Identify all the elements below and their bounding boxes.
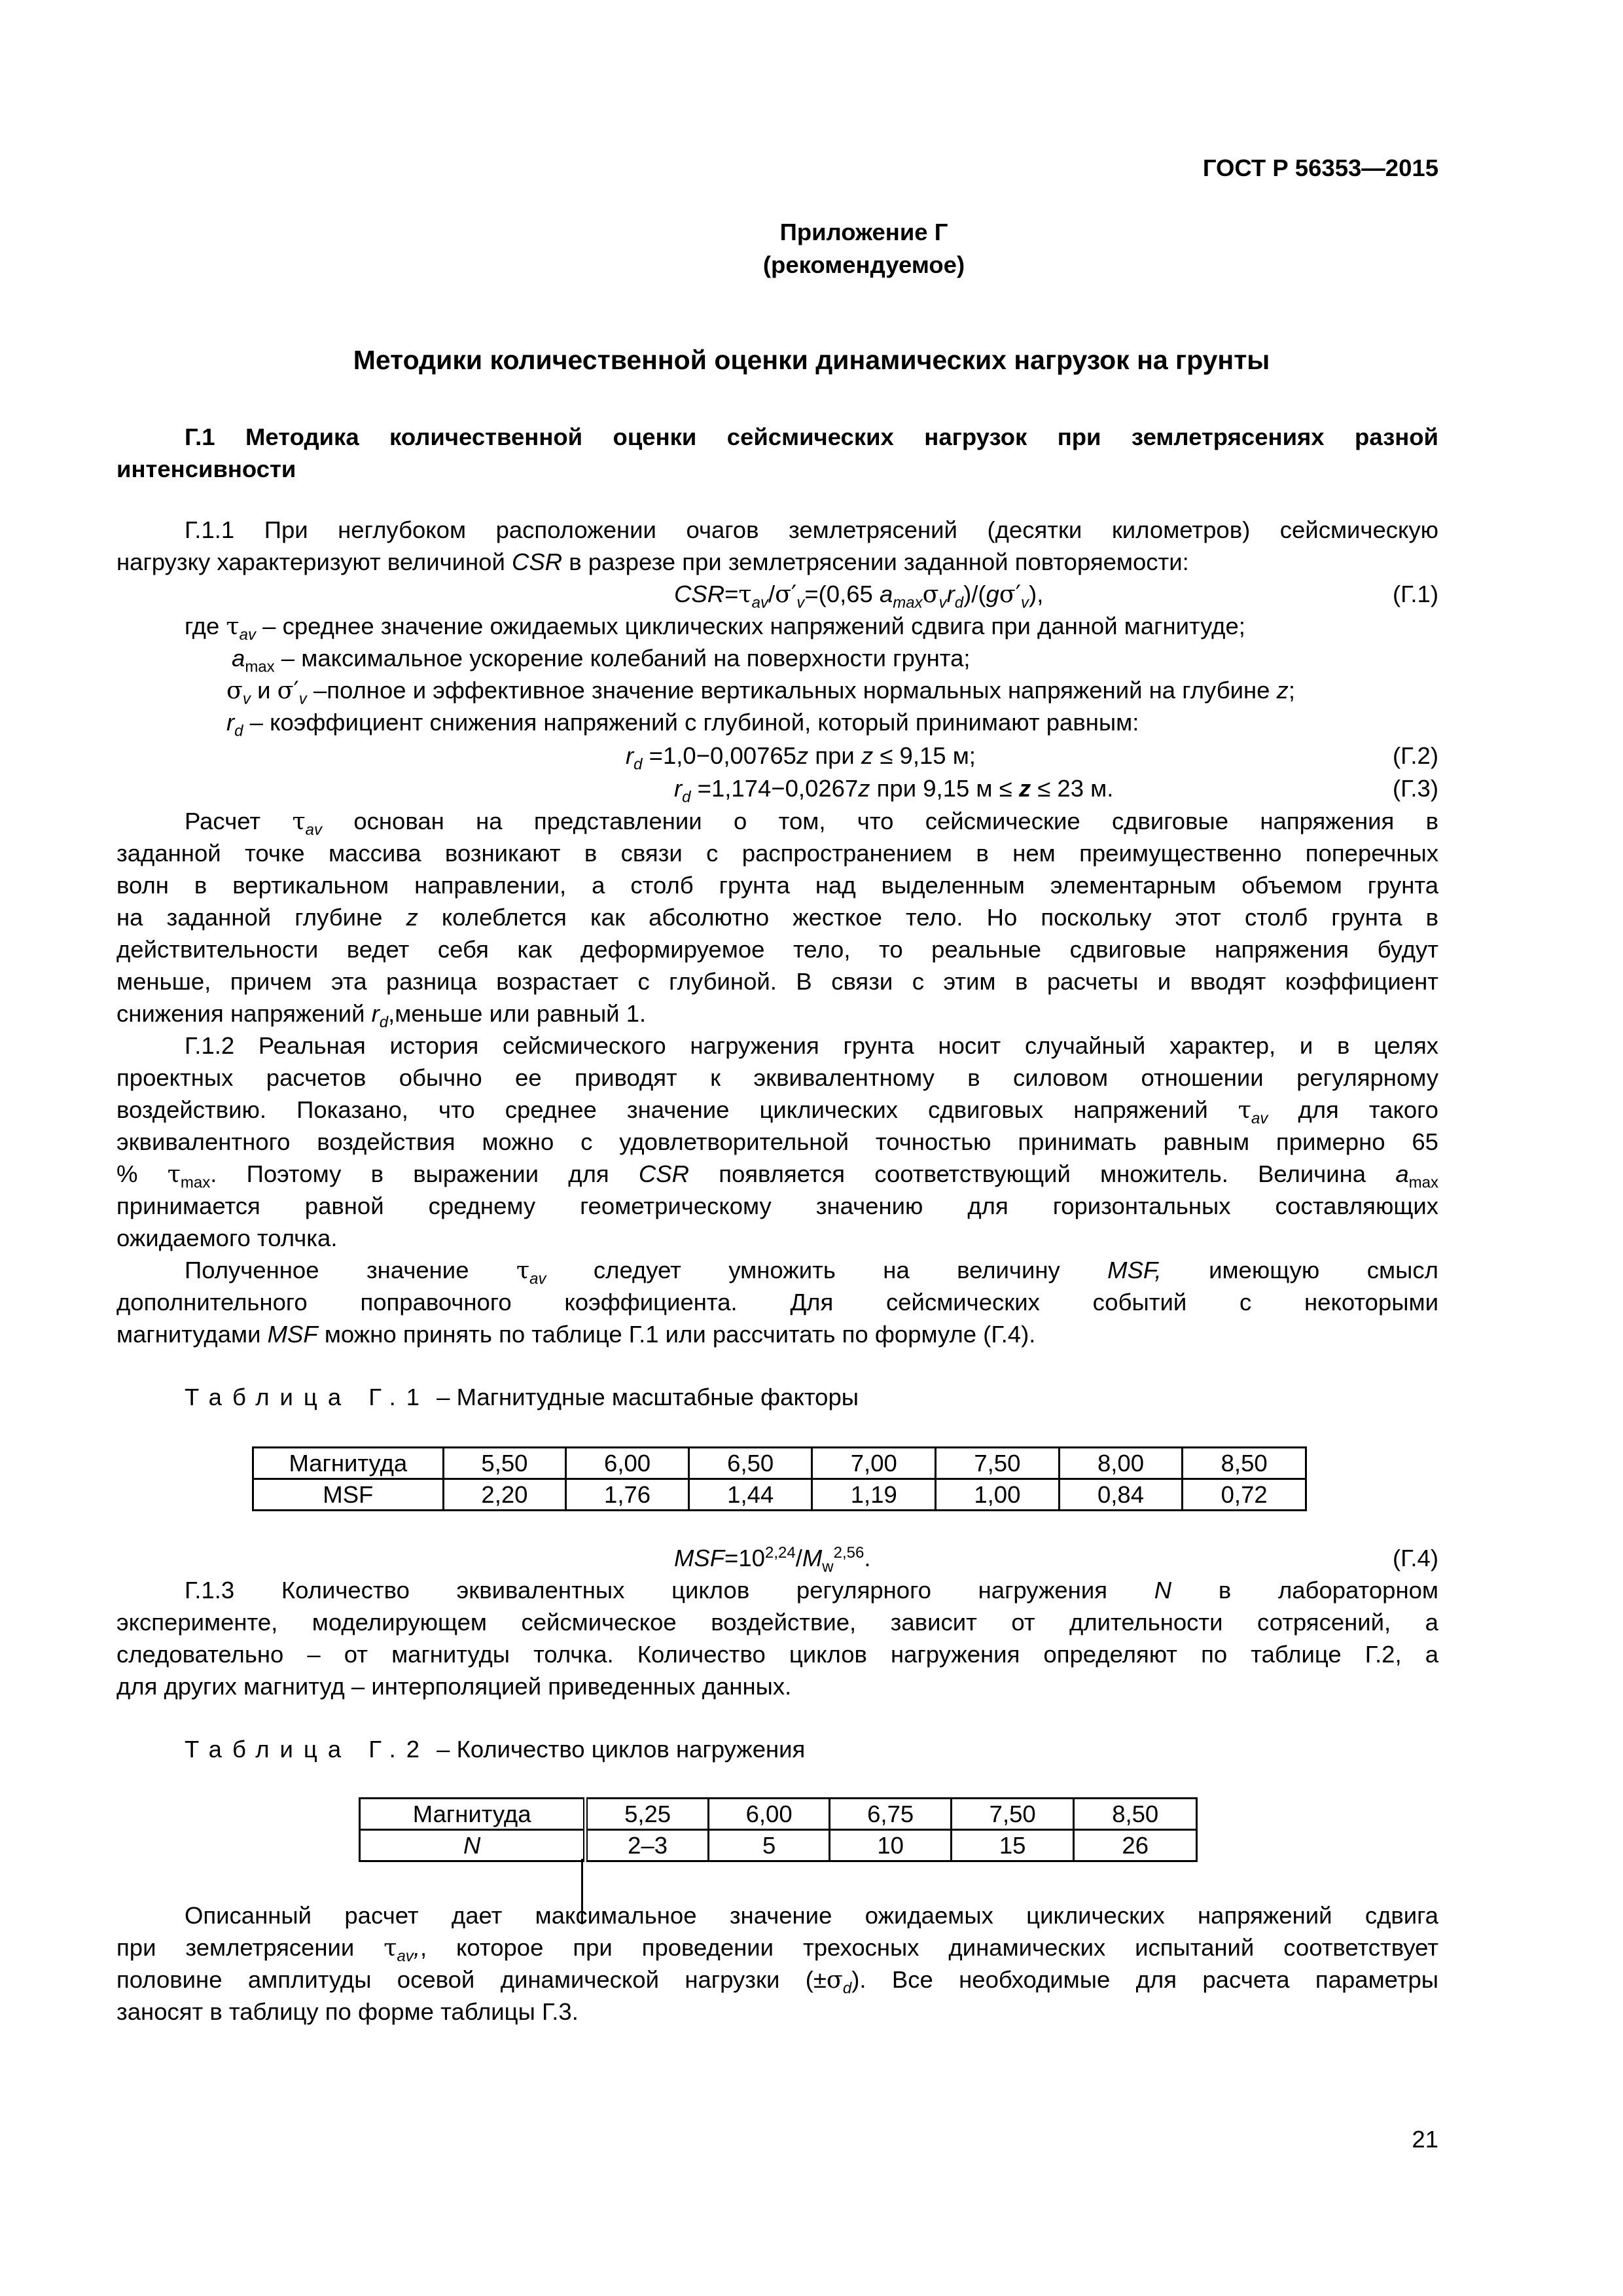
paragraph-line: дополнительного поправочного коэффициента. Для сейсмических событий с некоторыми (116, 1289, 1438, 1316)
table-cell: 5 (708, 1830, 830, 1861)
paragraph-line: ожидаемого толчка. (116, 1225, 338, 1251)
table-cell: 0,84 (1059, 1479, 1183, 1511)
paragraph-line: воздействию. Показано, что среднее значение циклических сдвиговых напряжений $\tau_{av}$ для такого (116, 1096, 1438, 1128)
formula-rd-2: $r_d =1,174-0,0267z$ при 9,15 м ≤ z ≤ 23 м. (674, 775, 1114, 806)
formula-label: (Г.4) (1392, 1545, 1438, 1571)
table-cell: 2–3 (586, 1830, 709, 1861)
paragraph-line: принимается равной среднему геометрическому значению для горизонтальных составляющих (116, 1193, 1438, 1219)
table-cell: 0,72 (1183, 1479, 1306, 1511)
table-cell: MSF (253, 1479, 444, 1511)
table-cell: 7,00 (812, 1448, 936, 1479)
table-cell: 8,50 (1183, 1448, 1306, 1479)
formula-rd-1: $r_d =1,0-0,00765z$ при z ≤ 9,15 м; (626, 742, 976, 774)
table-row (253, 1448, 1306, 1479)
paragraph-line: меньше, причем эта разница возрастает с глубиной. В связи с этим в расчеты и вводят коэффициент (116, 968, 1438, 995)
table-row (360, 1799, 1197, 1830)
paragraph-line: Полученное значение $\tau_{av}$ следует умножить на величину MSF, имеющую смысл (185, 1256, 1438, 1288)
paragraph-line: снижения напряжений $r_d,меньше$ или равный 1. (116, 1000, 647, 1031)
table-cell: 7,50 (951, 1799, 1074, 1830)
table-caption: Таблица Г.1 – Магнитудные масштабные факторы (185, 1384, 859, 1410)
table-caption: Таблица Г.2 – Количество циклов нагружения (185, 1736, 806, 1763)
loading-cycles-table (359, 1797, 1198, 1862)
formula-msf: $MSF=10^{2,24}/M_w^{2,56}$. (674, 1543, 871, 1576)
page-number: 21 (1412, 2126, 1438, 2153)
table-cell: 6,00 (708, 1799, 830, 1830)
appendix-heading: Методики количественной оценки динамических нагрузок на грунты (353, 345, 1270, 375)
paragraph-line: волн в вертикальном направлении, а столб грунта над выделенным элементарным объемом грунта (116, 872, 1438, 899)
paragraph-line: при землетрясении $\tau_{av}$,, которое при проведении трехосных динамических испытаний соответствует (116, 1933, 1438, 1965)
paragraph-line: заданной точке массива возникают в связи с распространением в нем преимущественно поперечных (116, 840, 1438, 867)
formula-csr: $CSR=\tau_{av}/\sigma'_v=(0,65$ $a_{max}\sigma_vr_d)/(g\sigma'_v)$, (674, 580, 1044, 612)
appendix-subtitle: (рекомендуемое) (762, 251, 965, 278)
paragraph-line: действительности ведет себя как деформируемое тело, то реальные сдвиговые напряжения будут (116, 936, 1438, 963)
table-cell: 2,20 (443, 1479, 566, 1511)
formula-label: (Г.3) (1392, 775, 1438, 802)
paragraph-line: заносят в таблицу по форме таблицы Г.3. (116, 1998, 579, 2025)
table-cell: N (360, 1830, 586, 1861)
definition-rd: $r_d$ – коэффициент снижения напряжений с глубиной, который принимают равным: (226, 709, 1139, 740)
section-heading: Г.1 Методика количественной оценки сейсмических нагрузок при землетрясениях разной (185, 423, 1438, 450)
paragraph-line: для других магнитуд – интерполяцией приведенных данных. (116, 1673, 792, 1700)
paragraph-line: Г.1.2 Реальная история сейсмического нагружения грунта носит случайный характер, и в целях (185, 1032, 1438, 1059)
table-cell: 8,50 (1074, 1799, 1197, 1830)
table-row (360, 1830, 1197, 1861)
magnitude-scaling-table (252, 1446, 1307, 1511)
appendix-title: Приложение Г (779, 219, 948, 245)
paragraph-line: Г.1.3 Количество эквивалентных циклов регулярного нагружения N в лабораторном (185, 1577, 1438, 1604)
table-cell: Магнитуда (253, 1448, 444, 1479)
paragraph-line: эквивалентного воздействия можно с удовлетворительной точностью принимать равным примерно 65 (116, 1128, 1438, 1155)
table-cell: Магнитуда (360, 1799, 586, 1830)
formula-label: (Г.1) (1392, 581, 1438, 607)
table-cell: 1,19 (812, 1479, 936, 1511)
formula-label: (Г.2) (1392, 742, 1438, 769)
paragraph-line: на заданной глубине z колеблется как абсолютно жесткое тело. Но поскольку этот столб грунта в (116, 904, 1438, 931)
table-cell: 6,75 (830, 1799, 952, 1830)
definition-sigma: $\sigma_v$ и $\sigma'_v$ –полное и эффективное значение вертикальных нормальных напряжений на глубине z; (226, 676, 1295, 708)
table-cell: 8,00 (1059, 1448, 1183, 1479)
table-cell: 26 (1074, 1830, 1197, 1861)
paragraph-line: Г.1.1 При неглубоком расположении очагов землетрясений (десятки километров) сейсмическую (185, 516, 1438, 543)
paragraph-line: эксперименте, моделирующем сейсмическое воздействие, зависит от длительности сотрясений, а (116, 1609, 1438, 1636)
table-cell: 5,25 (586, 1799, 709, 1830)
table-cell: 6,00 (566, 1448, 689, 1479)
table-cell: 1,76 (566, 1479, 689, 1511)
table-cell: 7,50 (936, 1448, 1060, 1479)
paragraph-line: проектных расчетов обычно ее приводят к эквивалентному в силовом отношении регулярному (116, 1064, 1438, 1091)
table-row (253, 1479, 1306, 1511)
paragraph-line: половине амплитуды осевой динамической нагрузки $(\pm\sigma_d)$. Все необходимые для расчета параметры (116, 1965, 1439, 1998)
table-cell: 6,50 (688, 1448, 812, 1479)
table-cell: 1,00 (936, 1479, 1060, 1511)
paragraph-line: Описанный расчет дает максимальное значение ожидаемых циклических напряжений сдвига (185, 1902, 1438, 1929)
table-cell: 10 (830, 1830, 952, 1861)
paragraph-line: нагрузку характеризуют величиной CSR в разрезе при землетрясении заданной повторяемости: (116, 548, 1189, 575)
paragraph-line: % $\tau_{max}$. Поэтому в выражении для CSR появляется соответствующий множитель. Величина $a_{max}$ (116, 1160, 1438, 1192)
paragraph-line: магнитудами MSF можно принять по таблице Г.1 или рассчитать по формуле (Г.4). (116, 1321, 1036, 1348)
definition-amax: $a_{max}$ – максимальное ускорение колебаний на поверхности грунта; (232, 645, 971, 676)
section-heading-cont: интенсивности (116, 456, 296, 482)
document-id: ГОСТ Р 56353—2015 (1202, 154, 1438, 181)
paragraph-line: следовательно – от магнитуды толчка. Количество циклов нагружения определяют по таблице Г.2, а (116, 1641, 1438, 1668)
definition-tau: где $\tau_{av}$ – среднее значение ожидаемых циклических напряжений сдвига при данной магнитуде; (185, 612, 1245, 644)
table-cell: 15 (951, 1830, 1074, 1861)
table-cell: 5,50 (443, 1448, 566, 1479)
paragraph-line: Расчет $\tau_{av}$ основан на представлении о том, что сейсмические сдвиговые напряжения в (185, 807, 1438, 839)
table-cell: 1,44 (688, 1479, 812, 1511)
